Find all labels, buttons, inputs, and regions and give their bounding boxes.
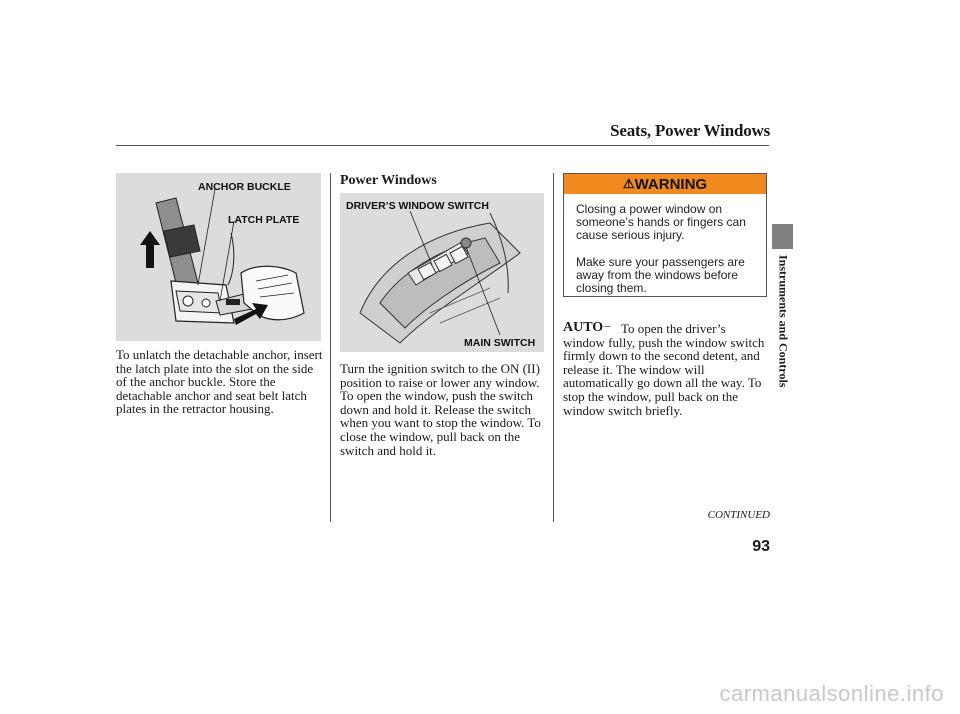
warning-header xyxy=(564,174,766,194)
continued-label: CONTINUED xyxy=(707,509,770,521)
auto-paragraph: To open the driver’s window fully, push the window switch firmly down to the second detent, and release it. The window will automatically go down all the way. To stop the window, pull back on the window switch briefly. xyxy=(563,321,765,418)
side-section-label xyxy=(764,255,802,415)
side-section-label-text: Instruments and Controls xyxy=(776,255,791,388)
warning-text-1: Closing a power window on someone’s hands or fingers can cause serious injury. xyxy=(576,202,746,242)
callout-anchor-buckle: ANCHOR BUCKLE xyxy=(198,181,291,193)
window-switch-illustration xyxy=(340,193,544,352)
callout-drivers-window-switch: DRIVER’S WINDOW SWITCH xyxy=(346,200,489,212)
anchor-buckle-illustration xyxy=(116,173,321,341)
page-title: Seats, Power Windows xyxy=(610,121,770,140)
callout-latch-plate: LATCH PLATE xyxy=(228,214,300,226)
watermark: carmanualsonline.info xyxy=(719,681,944,706)
warning-text-2: Make sure your passengers are away from the windows before closing them. xyxy=(576,255,745,295)
warning-triangle-icon: ⚠ xyxy=(622,176,635,191)
auto-dash: − xyxy=(604,319,612,334)
column-divider-left xyxy=(330,173,331,522)
power-windows-heading: Power Windows xyxy=(340,173,437,188)
warning-label: WARNING xyxy=(634,176,708,193)
page-number: 93 xyxy=(752,538,770,555)
anchor-paragraph: To unlatch the detachable anchor, insert the latch plate into the slot on the side of the anchor buckle. Store the detachable anchor and seat belt latch plates in the retractor housing. xyxy=(116,347,323,417)
auto-heading: AUTO xyxy=(563,320,604,335)
header-rule xyxy=(116,145,769,146)
callout-main-switch: MAIN SWITCH xyxy=(464,337,536,349)
window-switch-figure xyxy=(340,193,544,352)
anchor-buckle-figure xyxy=(116,173,321,341)
power-windows-paragraph: Turn the ignition switch to the ON (II) position to raise or lower any window. To open the window, push the switch down and hold it. Release the switch when you want to stop the window. To close the window, pull back on the switch and hold it. xyxy=(340,361,541,458)
warning-box xyxy=(563,173,767,297)
section-tab xyxy=(772,224,793,249)
column-divider-right xyxy=(553,173,554,522)
